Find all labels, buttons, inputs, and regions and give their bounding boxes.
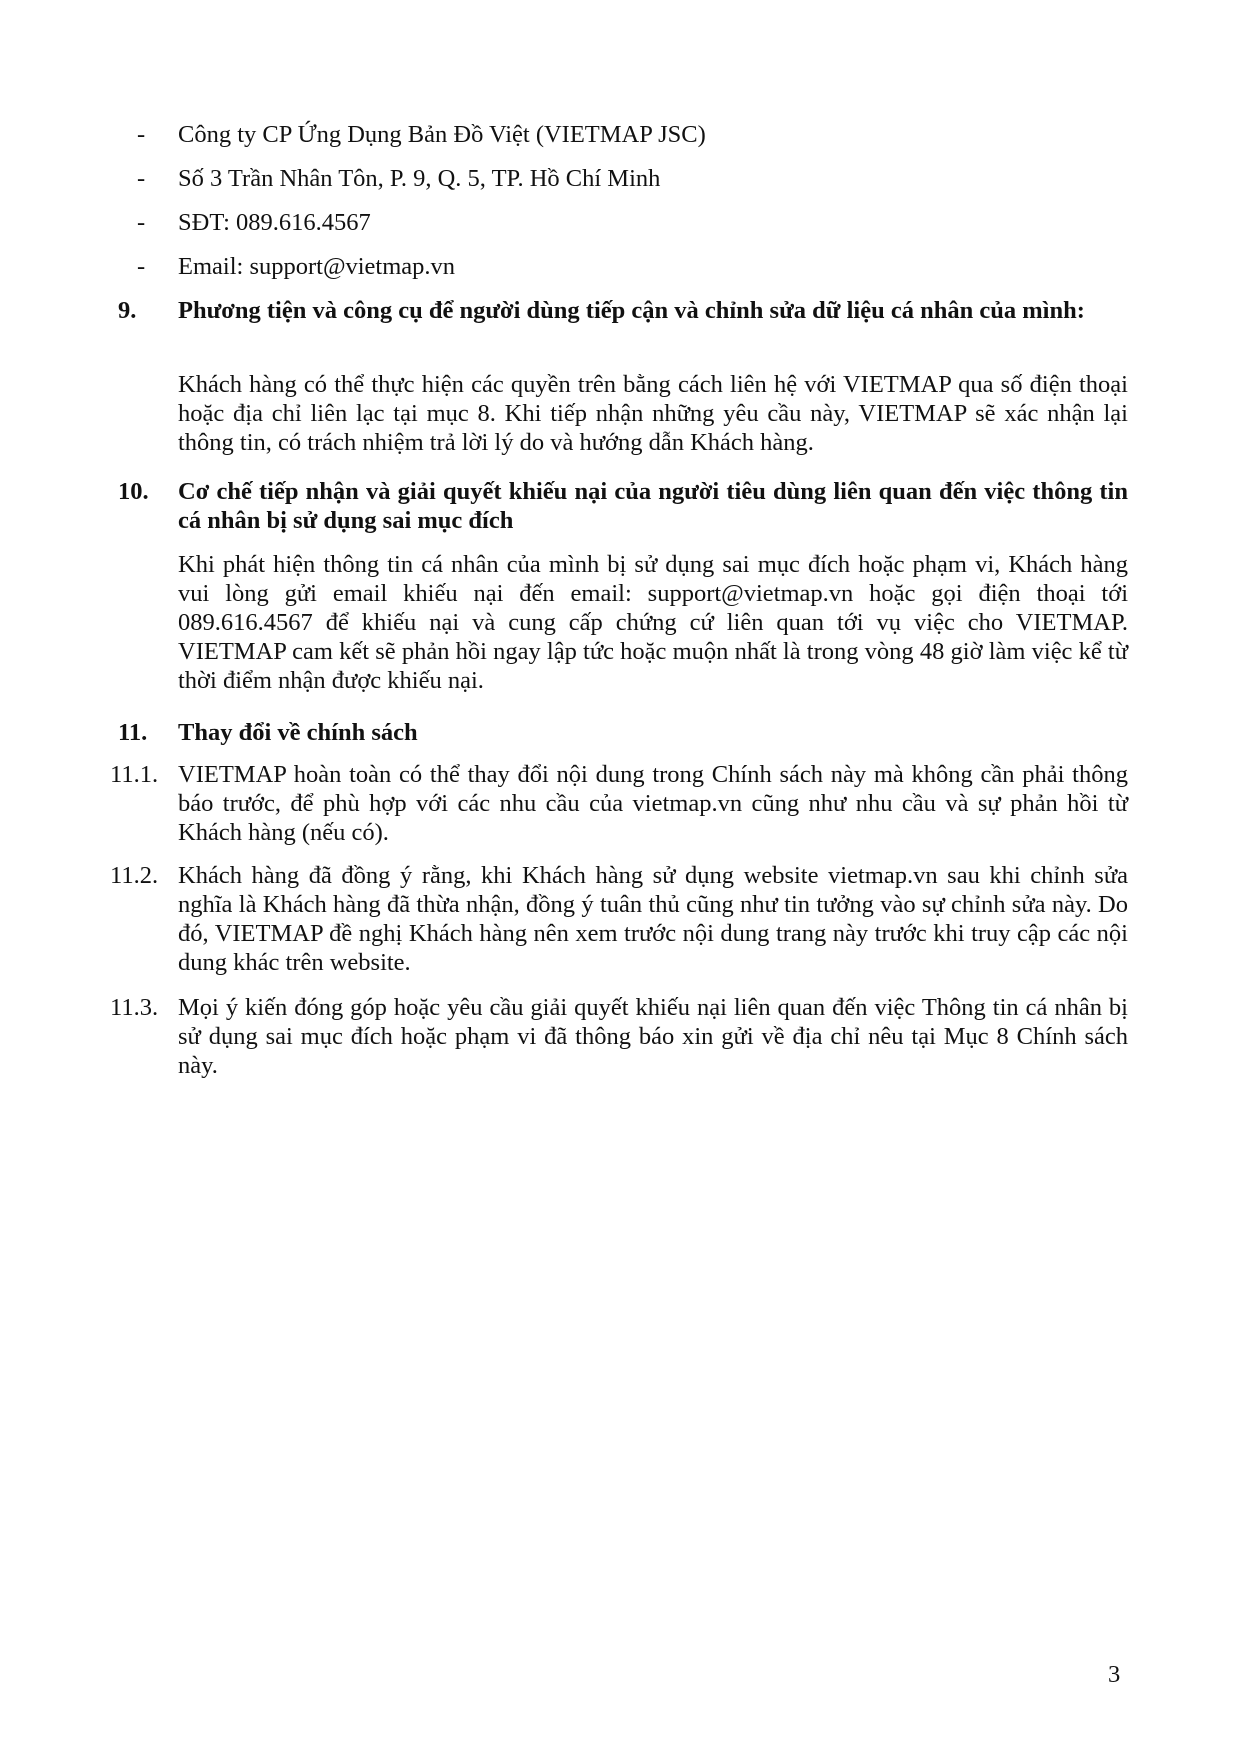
contact-item-email bbox=[0, 252, 1241, 296]
bullet: - bbox=[137, 253, 146, 280]
bullet: - bbox=[137, 165, 146, 192]
contact-item-phone bbox=[0, 208, 1241, 252]
section-heading: Cơ chế tiếp nhận và giải quyết khiếu nại của người tiêu dùng liên quan đến việc thông tin cá nhân bị sử dụng sai mục đích bbox=[178, 478, 1128, 534]
page-number: 3 bbox=[1108, 1661, 1121, 1688]
section-number: 11. bbox=[118, 719, 148, 746]
subsection-text: VIETMAP hoàn toàn có thể thay đổi nội dung trong Chính sách này mà không cần phải thông báo trước, để phù hợp với các nhu cầu của vietmap.vn cũng như nhu cầu và sự phản hồi từ Khách hàng (nếu có). bbox=[178, 761, 1128, 846]
subsection-number: 11.2. bbox=[110, 862, 159, 889]
contact-list bbox=[0, 120, 1241, 296]
subsection-number: 11.3. bbox=[110, 994, 159, 1021]
subsection-number: 11.1. bbox=[110, 761, 159, 788]
section-number: 9. bbox=[118, 297, 137, 324]
section-body: Khách hàng có thể thực hiện các quyền trên bằng cách liên hệ với VIETMAP qua số điện thoại hoặc địa chỉ liên lạc tại mục 8. Khi tiếp nhận những yêu cầu này, VIETMAP sẽ xác nhận lại thông tin, có trách nhiệm trả lời lý do và hướng dẫn Khách hàng. bbox=[178, 371, 1128, 456]
bullet: - bbox=[137, 209, 146, 236]
section-heading: Phương tiện và công cụ để người dùng tiếp cận và chỉnh sửa dữ liệu cá nhân của mình: bbox=[178, 297, 1085, 324]
bullet: - bbox=[137, 121, 146, 148]
contact-address: Số 3 Trần Nhân Tôn, P. 9, Q. 5, TP. Hồ Chí Minh bbox=[178, 165, 661, 192]
section-heading: Thay đổi về chính sách bbox=[178, 719, 418, 746]
section-number: 10. bbox=[118, 478, 149, 505]
subsection-text: Khách hàng đã đồng ý rằng, khi Khách hàng sử dụng website vietmap.vn sau khi chỉnh sửa nghĩa là Khách hàng đã thừa nhận, đồng ý tuân thủ cũng như tin tưởng vào sự chỉnh sửa này. Do đó, VIETMAP đề nghị Khách hàng nên xem trước nội dung trang này trước khi truy cập các nội dung khác trên website. bbox=[178, 862, 1128, 976]
contact-email: Email: support@vietmap.vn bbox=[178, 253, 456, 280]
contact-company: Công ty CP Ứng Dụng Bản Đồ Việt (VIETMAP JSC) bbox=[178, 121, 706, 148]
section-body: Khi phát hiện thông tin cá nhân của mình bị sử dụng sai mục đích hoặc phạm vi, Khách hàng vui lòng gửi email khiếu nại đến email: support@vietmap.vn hoặc gọi điện thoại tới 089.616.4567 để khiếu nại và cung cấp chứng cứ liên quan tới vụ việc cho VIETMAP. VIETMAP cam kết sẽ phản hồi ngay lập tức hoặc muộn nhất là trong vòng 48 giờ làm việc kể từ thời điểm nhận được khiếu nại. bbox=[178, 551, 1128, 694]
contact-item-company bbox=[0, 120, 1241, 164]
subsection-text: Mọi ý kiến đóng góp hoặc yêu cầu giải quyết khiếu nại liên quan đến việc Thông tin cá nhân bị sử dụng sai mục đích hoặc phạm vi đã thông báo xin gửi về địa chỉ nêu tại Mục 8 Chính sách này. bbox=[178, 994, 1128, 1079]
contact-item-address bbox=[0, 164, 1241, 208]
contact-phone: SĐT: 089.616.4567 bbox=[178, 209, 371, 236]
